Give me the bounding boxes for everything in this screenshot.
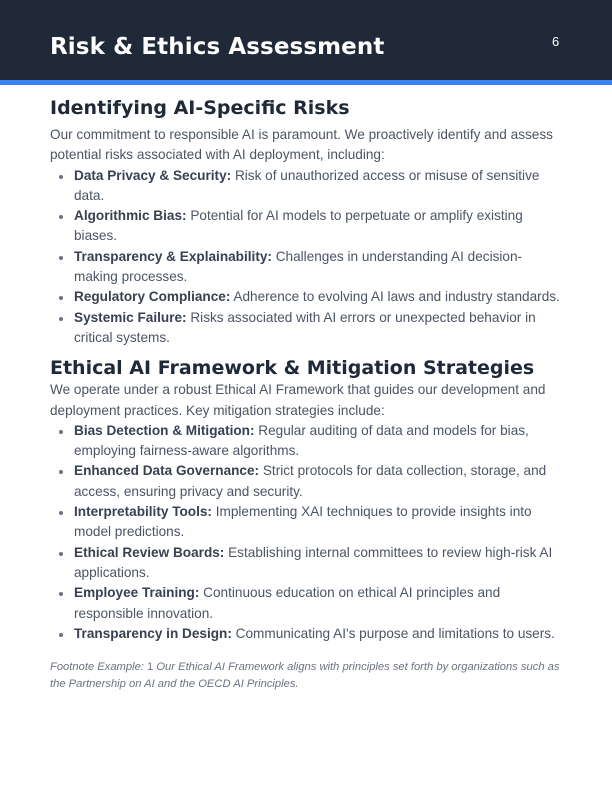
accent-bar: [0, 80, 612, 85]
section-heading: Identifying AI-Specific Risks: [50, 97, 350, 119]
item-term: Regulatory Compliance:: [74, 289, 231, 305]
footnote-ref: 1: [147, 661, 154, 674]
list-item: [74, 624, 562, 644]
item-term: Ethical Review Boards:: [74, 544, 225, 560]
item-text: Adherence to evolving AI laws and industry standards.: [230, 289, 560, 305]
item-text: Risks associated with AI errors or unexpected behavior in critical systems.: [74, 309, 536, 345]
risk-list: [50, 166, 562, 349]
item-text: Strict protocols for data collection, storage, and access, ensuring privacy and security.: [74, 463, 547, 499]
list-item: [74, 461, 562, 502]
page-title: Risk & Ethics Assessment: [50, 34, 385, 60]
item-text: Implementing XAI techniques to provide insights into model predictions.: [74, 504, 532, 540]
list-item: [74, 166, 562, 207]
section-intro: We operate under a robust Ethical AI Framework that guides our development and deployment practices. Key mitigation strategies include:: [50, 382, 546, 418]
mitigation-list: [50, 421, 562, 644]
section-risks: [50, 96, 562, 348]
item-text: Potential for AI models to perpetuate or amplify existing biases.: [74, 208, 523, 244]
footnote: [50, 659, 562, 693]
item-term: Data Privacy & Security:: [74, 167, 232, 183]
page-content: [50, 96, 562, 693]
item-term: Interpretability Tools:: [74, 504, 212, 520]
item-term: Employee Training:: [74, 585, 200, 601]
list-item: [74, 583, 562, 624]
section-intro: Our commitment to responsible AI is paramount. We proactively identify and assess potential risks associated with AI deployment, including:: [50, 127, 553, 163]
item-text: Challenges in understanding AI decision-making processes.: [74, 248, 523, 285]
item-term: Bias Detection & Mitigation:: [74, 422, 255, 438]
page-header: [0, 0, 612, 80]
item-text: Continuous education on ethical AI principles and responsible innovation.: [74, 585, 501, 621]
list-item: [74, 247, 562, 288]
list-item: [74, 543, 562, 584]
item-text: Establishing internal committees to review high-risk AI applications.: [74, 544, 553, 580]
item-text: Communicating AI's purpose and limitations to users.: [231, 625, 555, 641]
item-text: Regular auditing of data and models for bias, employing fairness-aware algorithms.: [74, 422, 529, 459]
footnote-label: Footnote Example:: [50, 661, 144, 674]
footnote-text: Our Ethical AI Framework aligns with principles set forth by organizations such as the Partnership on AI and the OECD AI Principles.: [50, 661, 560, 691]
list-item: [74, 421, 562, 462]
item-term: Transparency & Explainability:: [74, 248, 272, 264]
list-item: [74, 308, 562, 349]
item-term: Algorithmic Bias:: [74, 208, 187, 224]
list-item: [74, 206, 562, 247]
page-number: 6: [552, 34, 560, 49]
list-item: [74, 287, 562, 307]
section-framework: [50, 356, 562, 644]
item-term: Systemic Failure:: [74, 309, 187, 325]
section-heading: Ethical AI Framework & Mitigation Strategies: [50, 357, 535, 380]
list-item: [74, 502, 562, 543]
item-term: Enhanced Data Governance:: [74, 463, 260, 479]
item-term: Transparency in Design:: [74, 625, 232, 641]
item-text: Risk of unauthorized access or misuse of sensitive data.: [74, 167, 540, 203]
